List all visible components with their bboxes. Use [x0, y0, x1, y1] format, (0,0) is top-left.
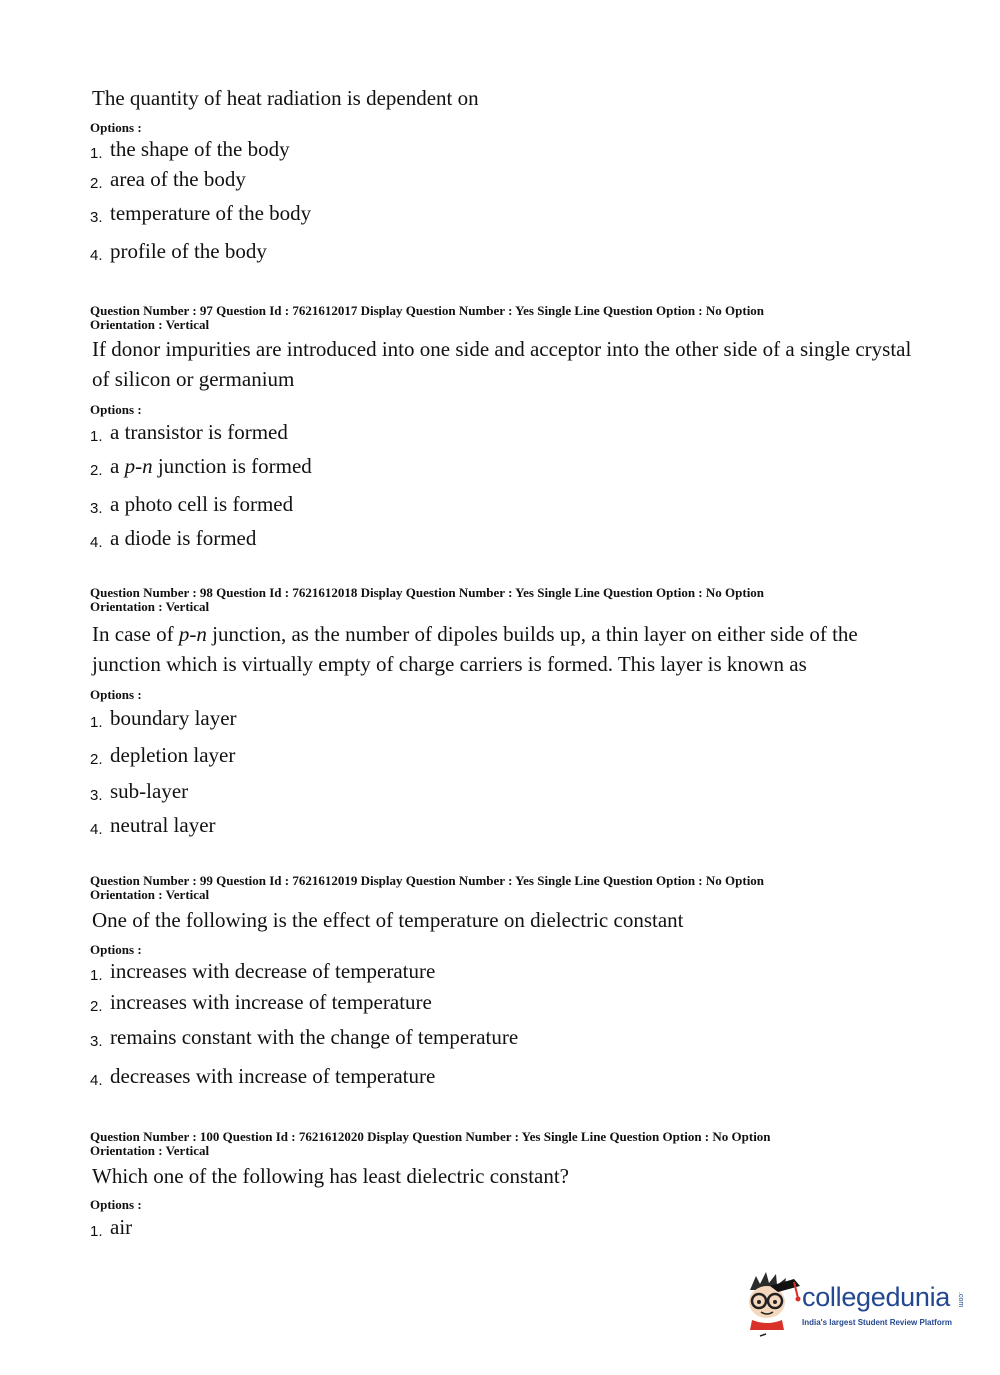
question-97-text: If donor impurities are introduced into one side and acceptor into the other side of a single crystal of silicon or germanium	[92, 337, 912, 391]
options-label: Options :	[90, 120, 142, 135]
option-number: 1.	[90, 1223, 103, 1240]
italic-term: p-n	[124, 454, 153, 478]
option-number: 2.	[90, 175, 103, 192]
options-label: Options :	[90, 402, 142, 417]
meta-line: Question Number : 98 Question Id : 7621612018 Display Question Number : Yes Single Line Question Option : No Option	[90, 585, 765, 600]
question-100-text: Which one of the following has least dielectric constant?	[92, 1164, 570, 1188]
mascot-icon	[742, 1268, 802, 1340]
option-number: 1.	[90, 714, 103, 731]
option-text: air	[110, 1215, 133, 1239]
meta-line: Orientation : Vertical	[90, 1143, 210, 1158]
option-text: a transistor is formed	[110, 420, 288, 444]
option-text: decreases with increase of temperature	[110, 1064, 436, 1088]
options-label: Options :	[90, 687, 142, 702]
question-97-meta	[90, 304, 890, 332]
option-text: a photo cell is formed	[110, 492, 294, 516]
option-text: sub-layer	[110, 779, 189, 803]
question-96-text: The quantity of heat radiation is dependent on	[92, 86, 479, 110]
option-text: profile of the body	[110, 239, 267, 263]
option-text: increases with decrease of temperature	[110, 959, 436, 983]
meta-line: Orientation : Vertical	[90, 887, 210, 902]
option-number: 4.	[90, 534, 103, 551]
option-number: 3.	[90, 787, 103, 804]
logo-dotcom: .com	[957, 1292, 964, 1308]
logo-tagline: India's largest Student Review Platform	[802, 1318, 952, 1327]
option-text: neutral layer	[110, 813, 216, 837]
option-text: remains constant with the change of temperature	[110, 1025, 519, 1049]
option-number: 2.	[90, 462, 103, 479]
option-number: 2.	[90, 751, 103, 768]
question-98-text: In case of p-n junction, as the number of dipoles builds up, a thin layer on either side of the junction which is virtually empty of charge carriers is formed. This layer is known as	[92, 622, 858, 676]
option-text: a diode is formed	[110, 526, 257, 550]
meta-line: Orientation : Vertical	[90, 317, 210, 332]
option-text: a p-n junction is formed	[110, 454, 312, 478]
meta-line: Question Number : 99 Question Id : 7621612019 Display Question Number : Yes Single Line Question Option : No Option	[90, 873, 765, 888]
option-text: increases with increase of temperature	[110, 990, 432, 1014]
collegedunia-logo	[742, 1268, 972, 1340]
option-text: the shape of the body	[110, 137, 290, 161]
question-98-meta	[90, 586, 890, 614]
meta-line: Question Number : 100 Question Id : 7621612020 Display Question Number : Yes Single Line Question Option : No Option	[90, 1129, 771, 1144]
question-99-text: One of the following is the effect of temperature on dielectric constant	[92, 908, 684, 932]
option-text: depletion layer	[110, 743, 236, 767]
question-99-meta	[90, 874, 890, 902]
option-number: 4.	[90, 1072, 103, 1089]
option-number: 1.	[90, 967, 103, 984]
option-text: area of the body	[110, 167, 246, 191]
option-number: 3.	[90, 209, 103, 226]
question-100-meta	[90, 1130, 890, 1158]
logo-wordmark: collegedunia	[802, 1282, 951, 1312]
option-number: 3.	[90, 500, 103, 517]
option-number: 4.	[90, 821, 103, 838]
italic-term: p-n	[178, 622, 207, 646]
option-number: 4.	[90, 247, 103, 264]
meta-line: Orientation : Vertical	[90, 599, 210, 614]
option-number: 1.	[90, 145, 103, 162]
option-text: boundary layer	[110, 706, 237, 730]
option-number: 1.	[90, 428, 103, 445]
option-number: 3.	[90, 1033, 103, 1050]
option-text: temperature of the body	[110, 201, 312, 225]
meta-line: Question Number : 97 Question Id : 7621612017 Display Question Number : Yes Single Line Question Option : No Option	[90, 303, 765, 318]
options-label: Options :	[90, 1197, 142, 1212]
option-number: 2.	[90, 998, 103, 1015]
options-label: Options :	[90, 942, 142, 957]
